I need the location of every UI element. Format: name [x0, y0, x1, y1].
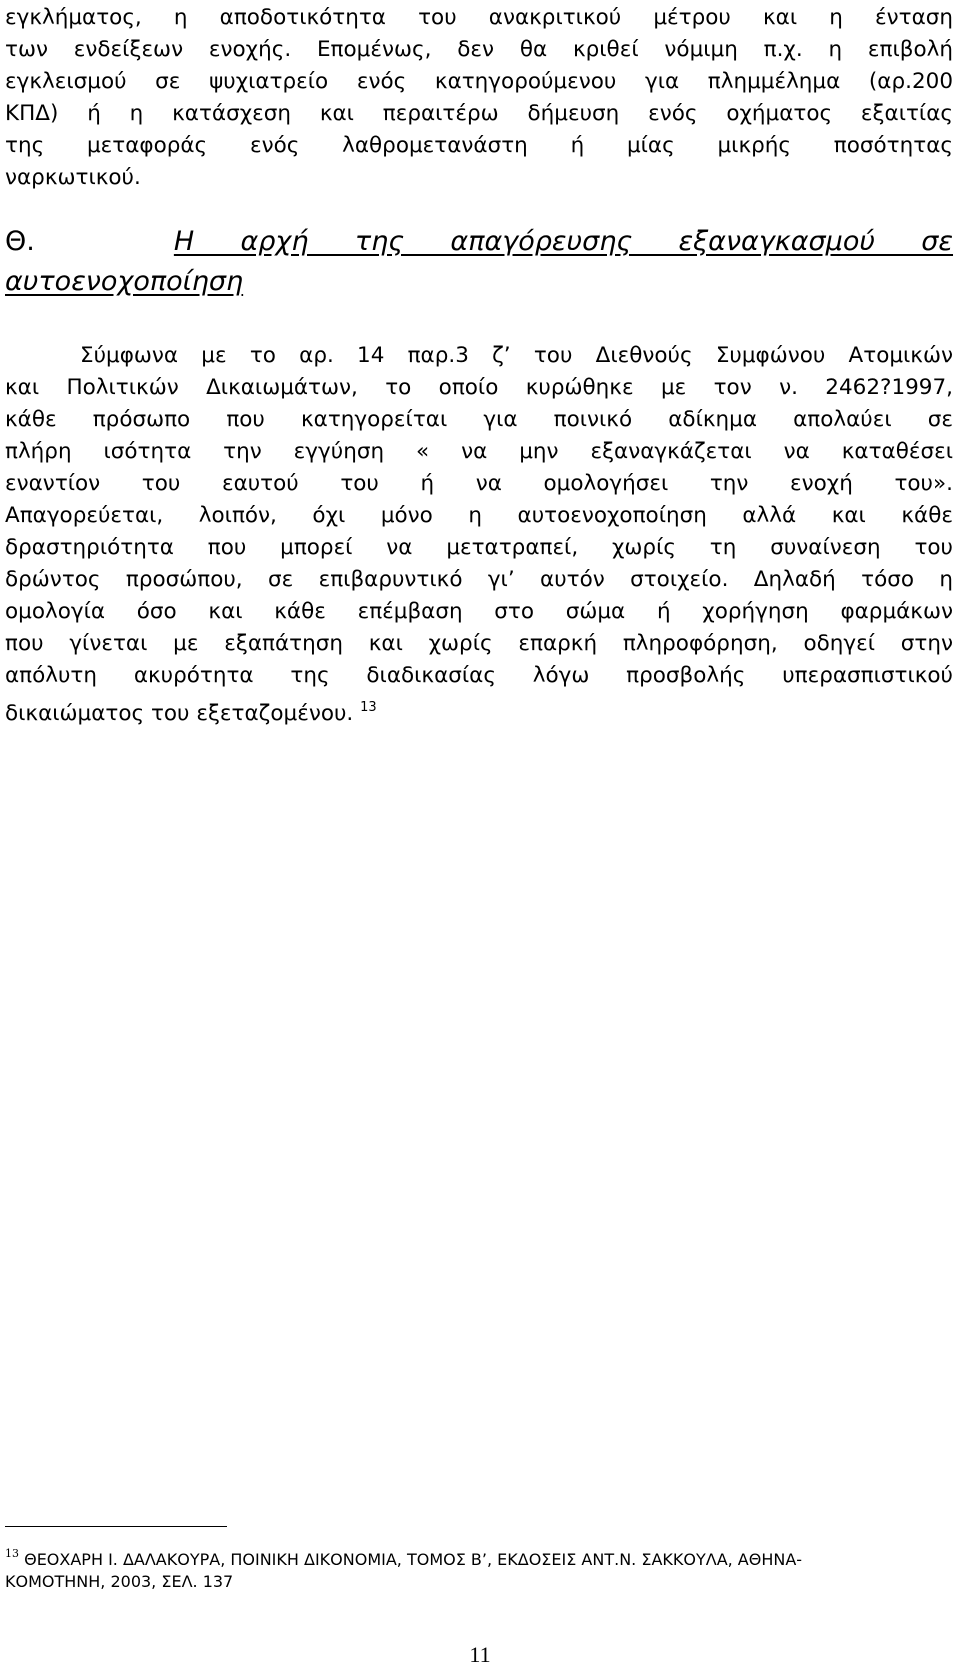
text-line: εγκλεισμού σε ψυχιατρείο ενός κατηγορούμενου για πλημμέλημα (αρ.200	[5, 69, 953, 94]
footnote-reference[interactable]: 13	[360, 700, 377, 715]
text-line: ΚΠΔ) ή η κατάσχεση και περαιτέρω δήμευση ενός οχήματος εξαιτίας	[5, 101, 953, 126]
footnote-separator	[5, 1526, 227, 1527]
section-title-line1: Η αρχή της απαγόρευσης εξαναγκασμού σε	[173, 226, 954, 257]
text-line: Απαγορεύεται, λοιπόν, όχι μόνο η αυτοενοχοποίηση αλλά και κάθε	[5, 503, 953, 528]
text-line: πλήρη ισότητα την εγγύηση « να μην εξαναγκάζεται να καταθέσει	[5, 439, 953, 464]
text-line-indented: Σύμφωνα με το αρ. 14 παρ.3 ζ’ του Διεθνούς Συμφώνου Ατομικών	[80, 343, 953, 368]
text-line: ομολογία όσο και κάθε επέμβαση στο σώμα ή χορήγηση φαρμάκων	[5, 599, 953, 624]
section-title-line2: αυτοενοχοποίηση	[5, 266, 244, 297]
text-line: κάθε πρόσωπο που κατηγορείται για ποινικό αδίκημα απολαύει σε	[5, 407, 953, 432]
text-line-last-content: δικαιώματος του εξεταζομένου.	[5, 701, 354, 726]
text-line: ναρκωτικού.	[5, 165, 141, 190]
footnote-text-line2: ΚΟΜΟΤΗΝΗ, 2003, ΣΕΛ. 137	[5, 1572, 234, 1591]
text-line: που γίνεται με εξαπάτηση και χωρίς επαρκή πληροφόρηση, οδηγεί στην	[5, 631, 953, 656]
page-number: 11	[469, 1642, 491, 1667]
text-line: και Πολιτικών Δικαιωμάτων, το οποίο κυρώθηκε με τον ν. 2462?1997,	[5, 375, 953, 400]
footnote-line1	[5, 1542, 802, 1572]
footnote-text-line1: ΘΕΟΧΑΡΗ Ι. ΔΑΛΑΚΟΥΡΑ, ΠΟΙΝΙΚΗ ΔΙΚΟΝΟΜΙΑ, ΤΟΜΟΣ Β’, ΕΚΔΟΣΕΙΣ ΑΝΤ.Ν. ΣΑΚΚΟΥΛΑ, ΑΘΗΝΑ-	[24, 1550, 803, 1569]
text-line: δραστηριότητα που μπορεί να μετατραπεί, χωρίς τη συναίνεση του	[5, 535, 953, 560]
text-line: των ενδείξεων ενοχής. Επομένως, δεν θα κριθεί νόμιμη π.χ. η επιβολή	[5, 37, 953, 62]
footnote-line2	[5, 1570, 233, 1594]
text-line: δρώντος προσώπου, σε επιβαρυντικό γι’ αυτόν στοιχείο. Δηλαδή τόσο η	[5, 567, 953, 592]
text-line: εγκλήματος, η αποδοτικότητα του ανακριτικού μέτρου και η ένταση	[5, 5, 953, 30]
text-line: εναντίον του εαυτού του ή να ομολογήσει την ενοχή του».	[5, 471, 953, 496]
footnote-number: 13	[5, 1547, 19, 1560]
text-line: απόλυτη ακυρότητα της διαδικασίας λόγω προσβολής υπερασπιστικού	[5, 663, 953, 688]
section-number: Θ.	[5, 226, 35, 257]
text-line: της μεταφοράς ενός λαθρομετανάστη ή μίας μικρής ποσότητας	[5, 133, 953, 158]
section-heading-continued	[5, 264, 953, 300]
section-heading	[5, 224, 953, 260]
text-line-last	[5, 692, 953, 730]
